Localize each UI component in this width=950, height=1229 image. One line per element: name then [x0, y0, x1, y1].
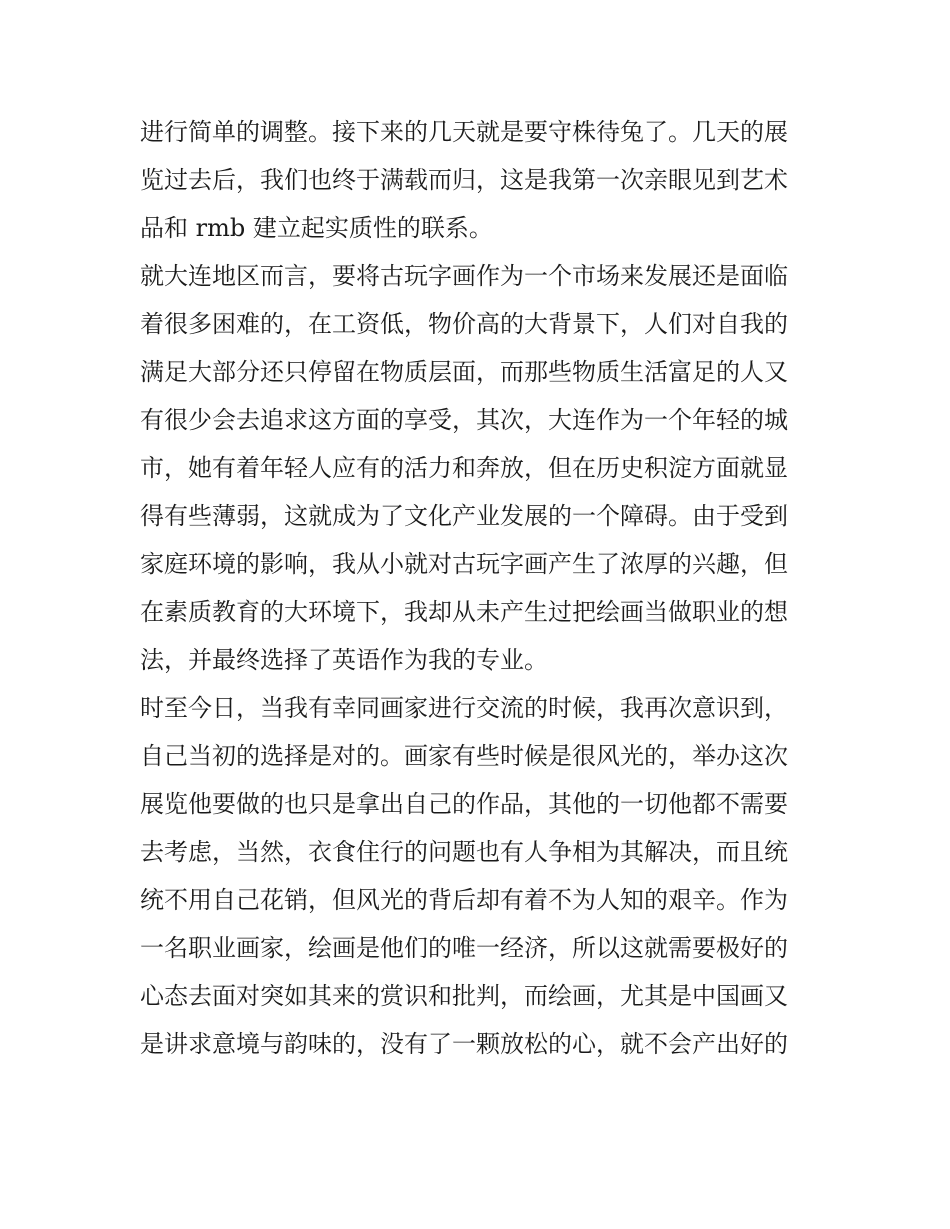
text-line: 时至今日，当我有幸同画家进行交流的时候，我再次意识到，	[140, 694, 788, 722]
body-text	[140, 108, 812, 1068]
text-line: 满足大部分还只停留在物质层面，而那些物质生活富足的人又	[140, 358, 788, 386]
text-line: 法，并最终选择了英语作为我的专业。	[140, 646, 548, 674]
text-line: 统不用自己花销，但风光的背后却有着不为人知的艰辛。作为	[140, 886, 788, 914]
text-line: 去考虑，当然，衣食住行的问题也有人争相为其解决，而且统	[140, 838, 788, 866]
text-line: 展览他要做的也只是拿出自己的作品，其他的一切他都不需要	[140, 790, 788, 818]
text-line: 得有些薄弱，这就成为了文化产业发展的一个障碍。由于受到	[140, 502, 788, 530]
text-line: 品和 rmb 建立起实质性的联系。	[140, 214, 493, 242]
text-line: 市，她有着年轻人应有的活力和奔放，但在历史积淀方面就显	[140, 454, 788, 482]
text-line: 进行简单的调整。接下来的几天就是要守株待兔了。几天的展	[140, 118, 788, 146]
text-line: 自己当初的选择是对的。画家有些时候是很风光的，举办这次	[140, 742, 788, 770]
text-line: 是讲求意境与韵味的，没有了一颗放松的心，就不会产出好的	[140, 1030, 788, 1058]
text-line: 览过去后，我们也终于满载而归，这是我第一次亲眼见到艺术	[140, 166, 788, 194]
text-line: 着很多困难的，在工资低，物价高的大背景下，人们对自我的	[140, 310, 788, 338]
text-line: 一名职业画家，绘画是他们的唯一经济，所以这就需要极好的	[140, 934, 788, 962]
text-line: 家庭环境的影响，我从小就对古玩字画产生了浓厚的兴趣，但	[140, 550, 788, 578]
text-line: 有很少会去追求这方面的享受，其次，大连作为一个年轻的城	[140, 406, 788, 434]
text-line: 心态去面对突如其来的赏识和批判，而绘画，尤其是中国画又	[140, 982, 788, 1010]
text-line: 就大连地区而言，要将古玩字画作为一个市场来发展还是面临	[140, 262, 788, 290]
text-line: 在素质教育的大环境下，我却从未产生过把绘画当做职业的想	[140, 598, 788, 626]
